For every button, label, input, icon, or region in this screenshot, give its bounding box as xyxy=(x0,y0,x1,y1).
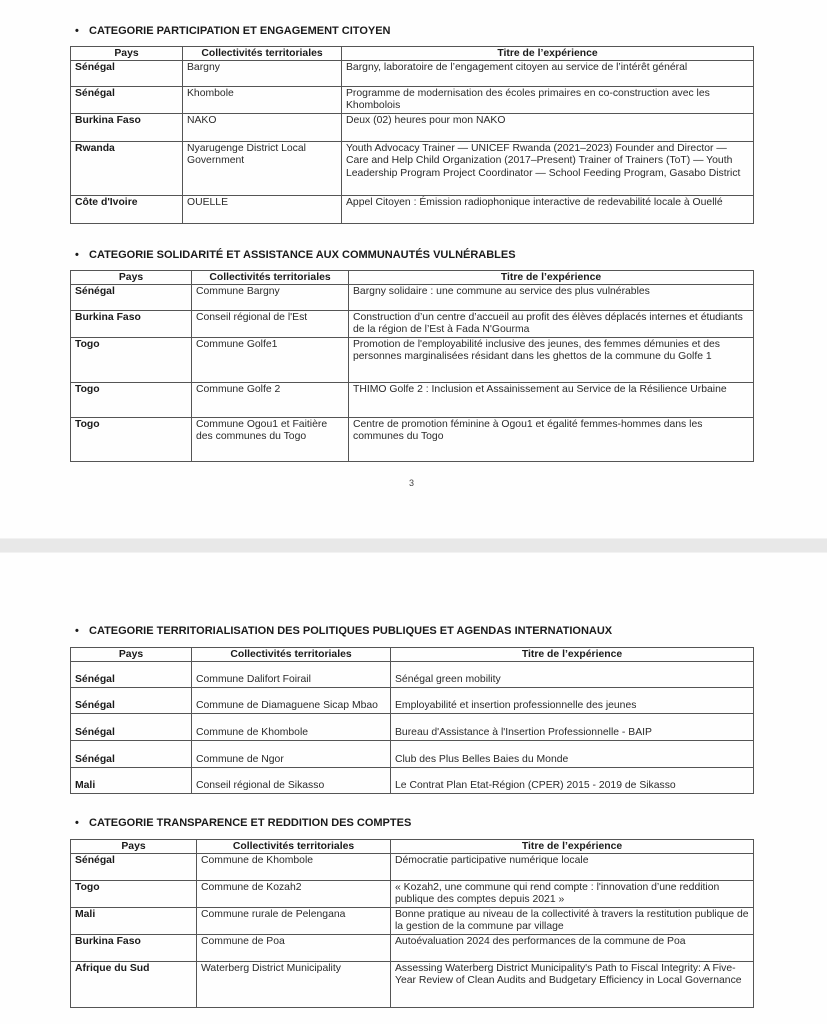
cell-pays: Sénégal xyxy=(71,285,192,311)
table-row xyxy=(71,285,754,311)
cell-titre: Club des Plus Belles Baies du Monde xyxy=(391,741,754,768)
cell-collectivite: OUELLE xyxy=(183,196,342,224)
cell-pays: Sénégal xyxy=(71,662,192,688)
cell-pays: Sénégal xyxy=(71,87,183,114)
column-header-collectivites: Collectivités territoriales xyxy=(192,271,349,285)
table-header-row xyxy=(71,840,754,854)
table-row xyxy=(71,961,754,1007)
cell-collectivite: Nyarugenge District Local Government xyxy=(183,142,342,196)
table-row xyxy=(71,142,754,196)
table-row xyxy=(71,383,754,418)
cell-pays: Togo xyxy=(71,338,192,383)
cell-collectivite: Commune rurale de Pelengana xyxy=(197,908,391,935)
cell-pays: Afrique du Sud xyxy=(71,961,197,1007)
cell-titre: Appel Citoyen : Émission radiophonique interactive de redevabilité locale à Ouellé xyxy=(342,196,754,224)
cell-titre: Bureau d'Assistance à l'Insertion Professionnelle - BAIP xyxy=(391,714,754,741)
cell-titre: Autoévaluation 2024 des performances de la commune de Poa xyxy=(391,934,754,961)
cell-pays: Sénégal xyxy=(71,854,197,881)
section-heading-solidarite xyxy=(75,249,516,261)
table-row xyxy=(71,87,754,114)
column-header-titre: Titre de l’expérience xyxy=(391,648,754,662)
table-transparence xyxy=(70,839,754,1008)
section-title: CATEGORIE TRANSPARENCE ET REDDITION DES COMPTES xyxy=(89,817,412,829)
section-title: CATEGORIE PARTICIPATION ET ENGAGEMENT CITOYEN xyxy=(89,25,391,37)
cell-collectivite: Commune de Khombole xyxy=(197,854,391,881)
table-row xyxy=(71,662,754,688)
cell-collectivite: Commune Ogou1 et Faitière des communes du Togo xyxy=(192,418,349,462)
table-row xyxy=(71,688,754,714)
cell-titre: Programme de modernisation des écoles primaires en co-construction avec les Khombolois xyxy=(342,87,754,114)
cell-titre: Bargny solidaire : une commune au service des plus vulnérables xyxy=(349,285,754,311)
cell-collectivite: Commune Golfe1 xyxy=(192,338,349,383)
column-header-titre: Titre de l’expérience xyxy=(342,47,754,61)
cell-titre: Bonne pratique au niveau de la collectivité à travers la restitution publique de la gestion de la commune par village xyxy=(391,908,754,935)
column-header-pays: Pays xyxy=(71,840,197,854)
cell-pays: Togo xyxy=(71,418,192,462)
column-header-pays: Pays xyxy=(71,271,192,285)
table-row xyxy=(71,854,754,881)
cell-collectivite: Conseil régional de l'Est xyxy=(192,311,349,338)
column-header-pays: Pays xyxy=(71,47,183,61)
cell-collectivite: Commune Golfe 2 xyxy=(192,383,349,418)
cell-collectivite: Commune de Ngor xyxy=(192,741,391,768)
cell-titre: Construction d’un centre d’accueil au profit des élèves déplacés internes et étudiants de la région de l’Est à Fada N'Gourma xyxy=(349,311,754,338)
table-header-row xyxy=(71,47,754,61)
column-header-titre: Titre de l’expérience xyxy=(391,840,754,854)
page-separator xyxy=(0,538,827,553)
cell-collectivite: Commune Bargny xyxy=(192,285,349,311)
table-row xyxy=(71,311,754,338)
cell-collectivite: Commune de Poa xyxy=(197,934,391,961)
cell-pays: Burkina Faso xyxy=(71,934,197,961)
cell-titre: Promotion de l'employabilité inclusive des jeunes, des femmes démunies et des personnes marginalisées résidant dans les ghettos de la commune du Golfe 1 xyxy=(349,338,754,383)
table-row xyxy=(71,714,754,741)
cell-pays: Sénégal xyxy=(71,688,192,714)
table-row xyxy=(71,114,754,142)
cell-titre: Employabilité et insertion professionnelle des jeunes xyxy=(391,688,754,714)
column-header-collectivites: Collectivités territoriales xyxy=(183,47,342,61)
cell-titre: « Kozah2, une commune qui rend compte : l'innovation d’une reddition publique des comptes depuis 2021 » xyxy=(391,881,754,908)
bullet-icon: • xyxy=(75,249,79,261)
cell-collectivite: Bargny xyxy=(183,61,342,87)
cell-titre: Le Contrat Plan Etat-Région (CPER) 2015 - 2019 de Sikasso xyxy=(391,768,754,794)
column-header-pays: Pays xyxy=(71,648,192,662)
cell-collectivite: Commune de Diamaguene Sicap Mbao xyxy=(192,688,391,714)
cell-pays: Sénégal xyxy=(71,714,192,741)
section-heading-transparence xyxy=(75,817,412,829)
cell-pays: Mali xyxy=(71,768,192,794)
table-row xyxy=(71,61,754,87)
table-row xyxy=(71,418,754,462)
table-row xyxy=(71,881,754,908)
cell-titre: Deux (02) heures pour mon NAKO xyxy=(342,114,754,142)
document-page-4 xyxy=(0,553,827,1024)
section-heading-territorialisation xyxy=(75,625,613,637)
cell-titre: Assessing Waterberg District Municipality's Path to Fiscal Integrity: A Five-Year Review of Clean Audits and Budgetary Efficiency in Local Governance xyxy=(391,961,754,1007)
cell-pays: Côte d'Ivoire xyxy=(71,196,183,224)
table-solidarite xyxy=(70,270,754,462)
column-header-titre: Titre de l’expérience xyxy=(349,271,754,285)
cell-titre: Bargny, laboratoire de l’engagement citoyen au service de l’intérêt général xyxy=(342,61,754,87)
page-number: 3 xyxy=(409,478,415,488)
section-title: CATEGORIE SOLIDARITÉ ET ASSISTANCE AUX COMMUNAUTÉS VULNÉRABLES xyxy=(89,249,516,261)
cell-titre: Youth Advocacy Trainer — UNICEF Rwanda (2021–2023) Founder and Director — Care and Help Child Organization (2017–Present) Trainer of Trainers (ToT) — Youth Leadership Program Project Coordinator — School Feeding Program, Gasabo District xyxy=(342,142,754,196)
cell-collectivite: Commune Dalifort Foirail xyxy=(192,662,391,688)
cell-collectivite: Waterberg District Municipality xyxy=(197,961,391,1007)
cell-pays: Mali xyxy=(71,908,197,935)
cell-titre: Sénégal green mobility xyxy=(391,662,754,688)
cell-pays: Burkina Faso xyxy=(71,114,183,142)
table-header-row xyxy=(71,271,754,285)
cell-collectivite: NAKO xyxy=(183,114,342,142)
cell-titre: THIMO Golfe 2 : Inclusion et Assainissement au Service de la Résilience Urbaine xyxy=(349,383,754,418)
cell-pays: Rwanda xyxy=(71,142,183,196)
section-heading-participation xyxy=(75,25,391,37)
cell-pays: Sénégal xyxy=(71,741,192,768)
table-territorialisation xyxy=(70,647,754,794)
table-participation xyxy=(70,46,754,224)
cell-titre: Centre de promotion féminine à Ogou1 et égalité femmes-hommes dans les communes du Togo xyxy=(349,418,754,462)
cell-collectivite: Commune de Kozah2 xyxy=(197,881,391,908)
cell-titre: Démocratie participative numérique locale xyxy=(391,854,754,881)
column-header-collectivites: Collectivités territoriales xyxy=(197,840,391,854)
cell-pays: Sénégal xyxy=(71,61,183,87)
cell-pays: Togo xyxy=(71,383,192,418)
section-title: CATEGORIE TERRITORIALISATION DES POLITIQUES PUBLIQUES ET AGENDAS INTERNATIONAUX xyxy=(89,625,613,637)
bullet-icon: • xyxy=(75,25,79,37)
table-row xyxy=(71,768,754,794)
cell-collectivite: Khombole xyxy=(183,87,342,114)
column-header-collectivites: Collectivités territoriales xyxy=(192,648,391,662)
table-header-row xyxy=(71,648,754,662)
table-row xyxy=(71,908,754,935)
table-row xyxy=(71,338,754,383)
bullet-icon: • xyxy=(75,817,79,829)
table-row xyxy=(71,196,754,224)
cell-pays: Togo xyxy=(71,881,197,908)
bullet-icon: • xyxy=(75,625,79,637)
cell-pays: Burkina Faso xyxy=(71,311,192,338)
table-row xyxy=(71,741,754,768)
cell-collectivite: Commune de Khombole xyxy=(192,714,391,741)
table-row xyxy=(71,934,754,961)
cell-collectivite: Conseil régional de Sikasso xyxy=(192,768,391,794)
